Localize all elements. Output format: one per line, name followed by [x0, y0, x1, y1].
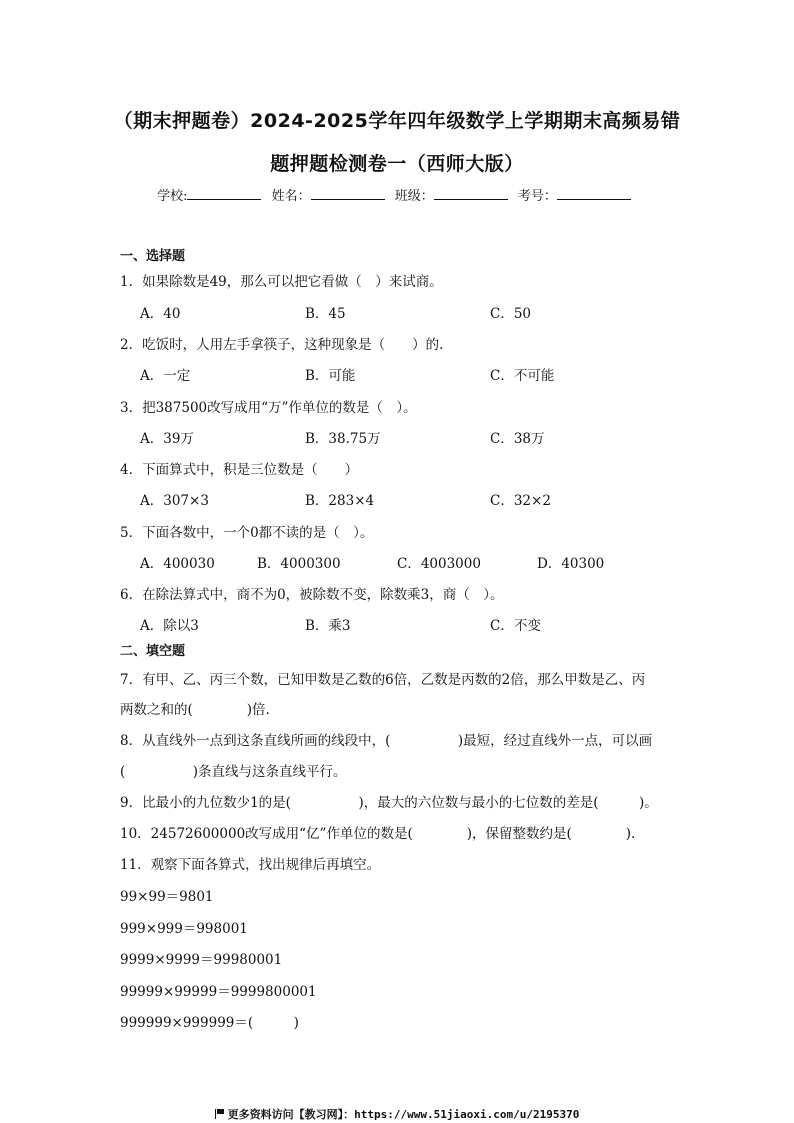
question-6: 6．在除法算式中，商不为0，被除数不变，除数乘3，商（ ）。 [120, 587, 504, 603]
option-c[interactable]: C．4003000 [397, 556, 481, 572]
question-11: 11．观察下面各算式，找出规律后再填空。 [120, 857, 381, 873]
equation-line: 999×999＝998001 [120, 921, 248, 937]
option-b[interactable]: B．38.75万 [305, 431, 381, 447]
option-c[interactable]: C．不可能 [490, 368, 555, 384]
question-10: 10．24572600000改写成用“亿”作单位的数是( )，保留整数约是( ). [120, 826, 636, 842]
option-d[interactable]: D．40300 [537, 556, 605, 572]
question-1: 1．如果除数是49，那么可以把它看做（ ）来试商。 [120, 274, 443, 290]
option-c[interactable]: C．不变 [490, 618, 541, 634]
question-6-options [140, 614, 700, 632]
question-2-options [140, 364, 700, 382]
section-heading-choice: 一、选择题 [120, 249, 186, 264]
equation-line: 9999×9999＝99980001 [120, 952, 283, 968]
question-9: 9．比最小的九位数少1的是( )，最大的六位数与最小的七位数的差是( )。 [120, 795, 658, 811]
footer-link[interactable] [0, 1106, 794, 1122]
flag-icon [215, 1109, 224, 1118]
option-a[interactable]: A．39万 [140, 431, 194, 447]
option-c[interactable]: C．50 [490, 306, 532, 322]
option-b[interactable]: B．283×4 [305, 493, 375, 509]
equation-line: 99999×99999＝9999800001 [120, 984, 317, 1000]
option-b[interactable]: B．可能 [305, 368, 356, 384]
option-b[interactable]: B．45 [305, 306, 346, 322]
option-c[interactable]: C．32×2 [490, 493, 551, 509]
option-a[interactable]: A．400030 [140, 556, 215, 572]
question-4: 4．下面算式中，积是三位数是（ ） [120, 462, 359, 478]
question-2: 2．吃饭时，人用左手拿筷子，这种现象是（ ）的. [120, 337, 444, 353]
class-blank[interactable] [434, 187, 508, 200]
option-a[interactable]: A．一定 [140, 368, 191, 384]
option-a[interactable]: A．除以3 [140, 618, 199, 634]
exam-number-label: 考号： [517, 189, 557, 204]
section-heading-fill: 二、填空题 [120, 644, 186, 659]
footer-text: 更多资料访问【教习网】：https://www.51jiaoxi.com/u/2195370 [227, 1108, 580, 1121]
option-a[interactable]: A．307×3 [140, 493, 209, 509]
question-4-options [140, 489, 700, 507]
option-b[interactable]: B．乘3 [305, 618, 351, 634]
school-label: 学校: [157, 189, 188, 204]
equation-line: 999999×999999＝( ) [120, 1015, 299, 1031]
question-5-options [140, 552, 700, 570]
question-5: 5．下面各数中，一个0都不读的是（ ）。 [120, 525, 374, 541]
question-7-line-2: 两数之和的( )倍. [120, 702, 270, 718]
question-3: 3．把387500改写成用“万”作单位的数是（ ）。 [120, 400, 417, 416]
option-b[interactable]: B．4000300 [257, 556, 341, 572]
option-c[interactable]: C．38万 [490, 431, 545, 447]
equation-line: 99×99＝9801 [120, 889, 214, 905]
question-1-options [140, 302, 700, 320]
question-8-line-1: 8．从直线外一点到这条直线所画的线段中，( )最短，经过直线外一点，可以画 [120, 733, 653, 749]
question-3-options [140, 427, 700, 445]
question-8-line-2: ( )条直线与这条直线平行。 [120, 764, 347, 780]
name-label: 姓名： [271, 189, 311, 204]
school-blank[interactable] [187, 187, 261, 200]
exam-number-blank[interactable] [557, 187, 631, 200]
class-label: 班级： [394, 189, 434, 204]
page-title-line-2: 题押题检测卷一（西师大版） [270, 153, 524, 175]
name-blank[interactable] [311, 187, 385, 200]
page-title-line-1: （期末押题卷）2024-2025学年四年级数学上学期期末高频易错 [113, 110, 681, 132]
question-7-line-1: 7．有甲、乙、丙三个数，已知甲数是乙数的6倍，乙数是丙数的2倍，那么甲数是乙、丙 [120, 672, 646, 688]
option-a[interactable]: A．40 [140, 306, 181, 322]
student-info-line [0, 185, 794, 204]
